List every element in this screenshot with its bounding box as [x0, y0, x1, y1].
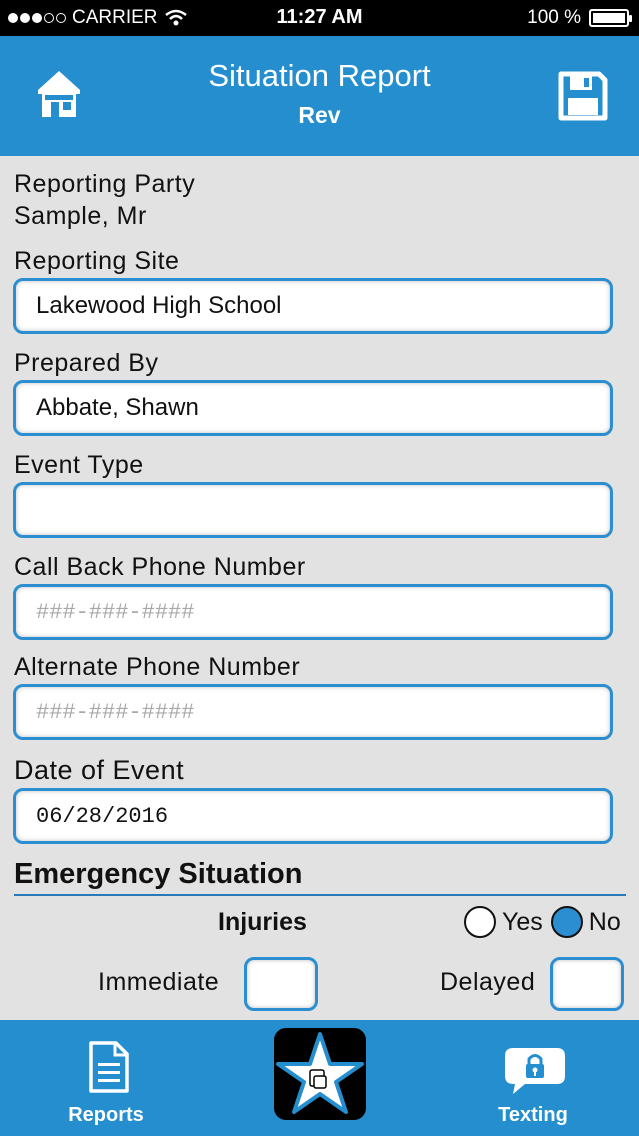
injuries-no-label: No: [588, 907, 621, 936]
event-type-label: Event Type: [14, 451, 144, 479]
prepared-by-label: Prepared By: [14, 349, 159, 377]
status-time: 11:27 AM: [276, 6, 363, 28]
battery-icon: [589, 9, 629, 27]
immediate-input[interactable]: [244, 957, 318, 1011]
prepared-by-field-wrapper: [13, 380, 613, 436]
event-type-input[interactable]: [16, 485, 610, 535]
injuries-yes-radio[interactable]: [464, 906, 496, 938]
alternate-phone-input[interactable]: [16, 687, 610, 737]
page-subtitle: Rev: [298, 102, 341, 128]
tab-reports-label: Reports: [68, 1104, 144, 1126]
injuries-radio-group: [464, 906, 629, 938]
alternate-phone-field-wrapper: [13, 684, 613, 740]
date-of-event-label: Date of Event: [14, 755, 185, 785]
reporting-site-field-wrapper: [13, 278, 613, 334]
injuries-label: Injuries: [218, 908, 307, 936]
document-icon: [88, 1040, 130, 1094]
delayed-input[interactable]: [550, 957, 624, 1011]
prepared-by-input[interactable]: [16, 383, 610, 433]
call-back-phone-input[interactable]: [16, 587, 610, 637]
immediate-label: Immediate: [98, 968, 220, 996]
carrier-name: CARRIER: [72, 7, 158, 28]
tab-reports[interactable]: [36, 1020, 176, 1136]
tab-texting[interactable]: [463, 1020, 603, 1136]
date-of-event-input[interactable]: [16, 791, 610, 841]
reporting-party-value: Sample, Mr: [14, 202, 147, 230]
lock-chat-icon: [503, 1046, 567, 1096]
page-title: Situation Report: [208, 58, 431, 93]
delayed-label: Delayed: [440, 968, 536, 996]
reporting-site-label: Reporting Site: [14, 247, 180, 275]
tab-texting-label: Texting: [498, 1104, 568, 1126]
call-back-phone-field-wrapper: [13, 584, 613, 640]
emergency-situation-heading: Emergency Situation: [14, 858, 303, 890]
battery-info: [527, 7, 629, 29]
reporting-site-input[interactable]: [16, 281, 610, 331]
alternate-phone-label: Alternate Phone Number: [14, 653, 301, 681]
star-badge-icon[interactable]: [274, 1028, 366, 1120]
section-divider: [14, 894, 626, 896]
battery-percent: 100 %: [527, 7, 581, 28]
injuries-yes-label: Yes: [502, 907, 543, 936]
app-header: [0, 36, 639, 156]
injuries-no-radio[interactable]: [551, 906, 583, 938]
event-type-field-wrapper: [13, 482, 613, 538]
call-back-phone-label: Call Back Phone Number: [14, 553, 306, 581]
reporting-party-label: Reporting Party: [14, 170, 196, 198]
date-of-event-field-wrapper: [13, 788, 613, 844]
floppy-disk-icon[interactable]: [557, 70, 609, 122]
status-bar: [0, 0, 639, 36]
